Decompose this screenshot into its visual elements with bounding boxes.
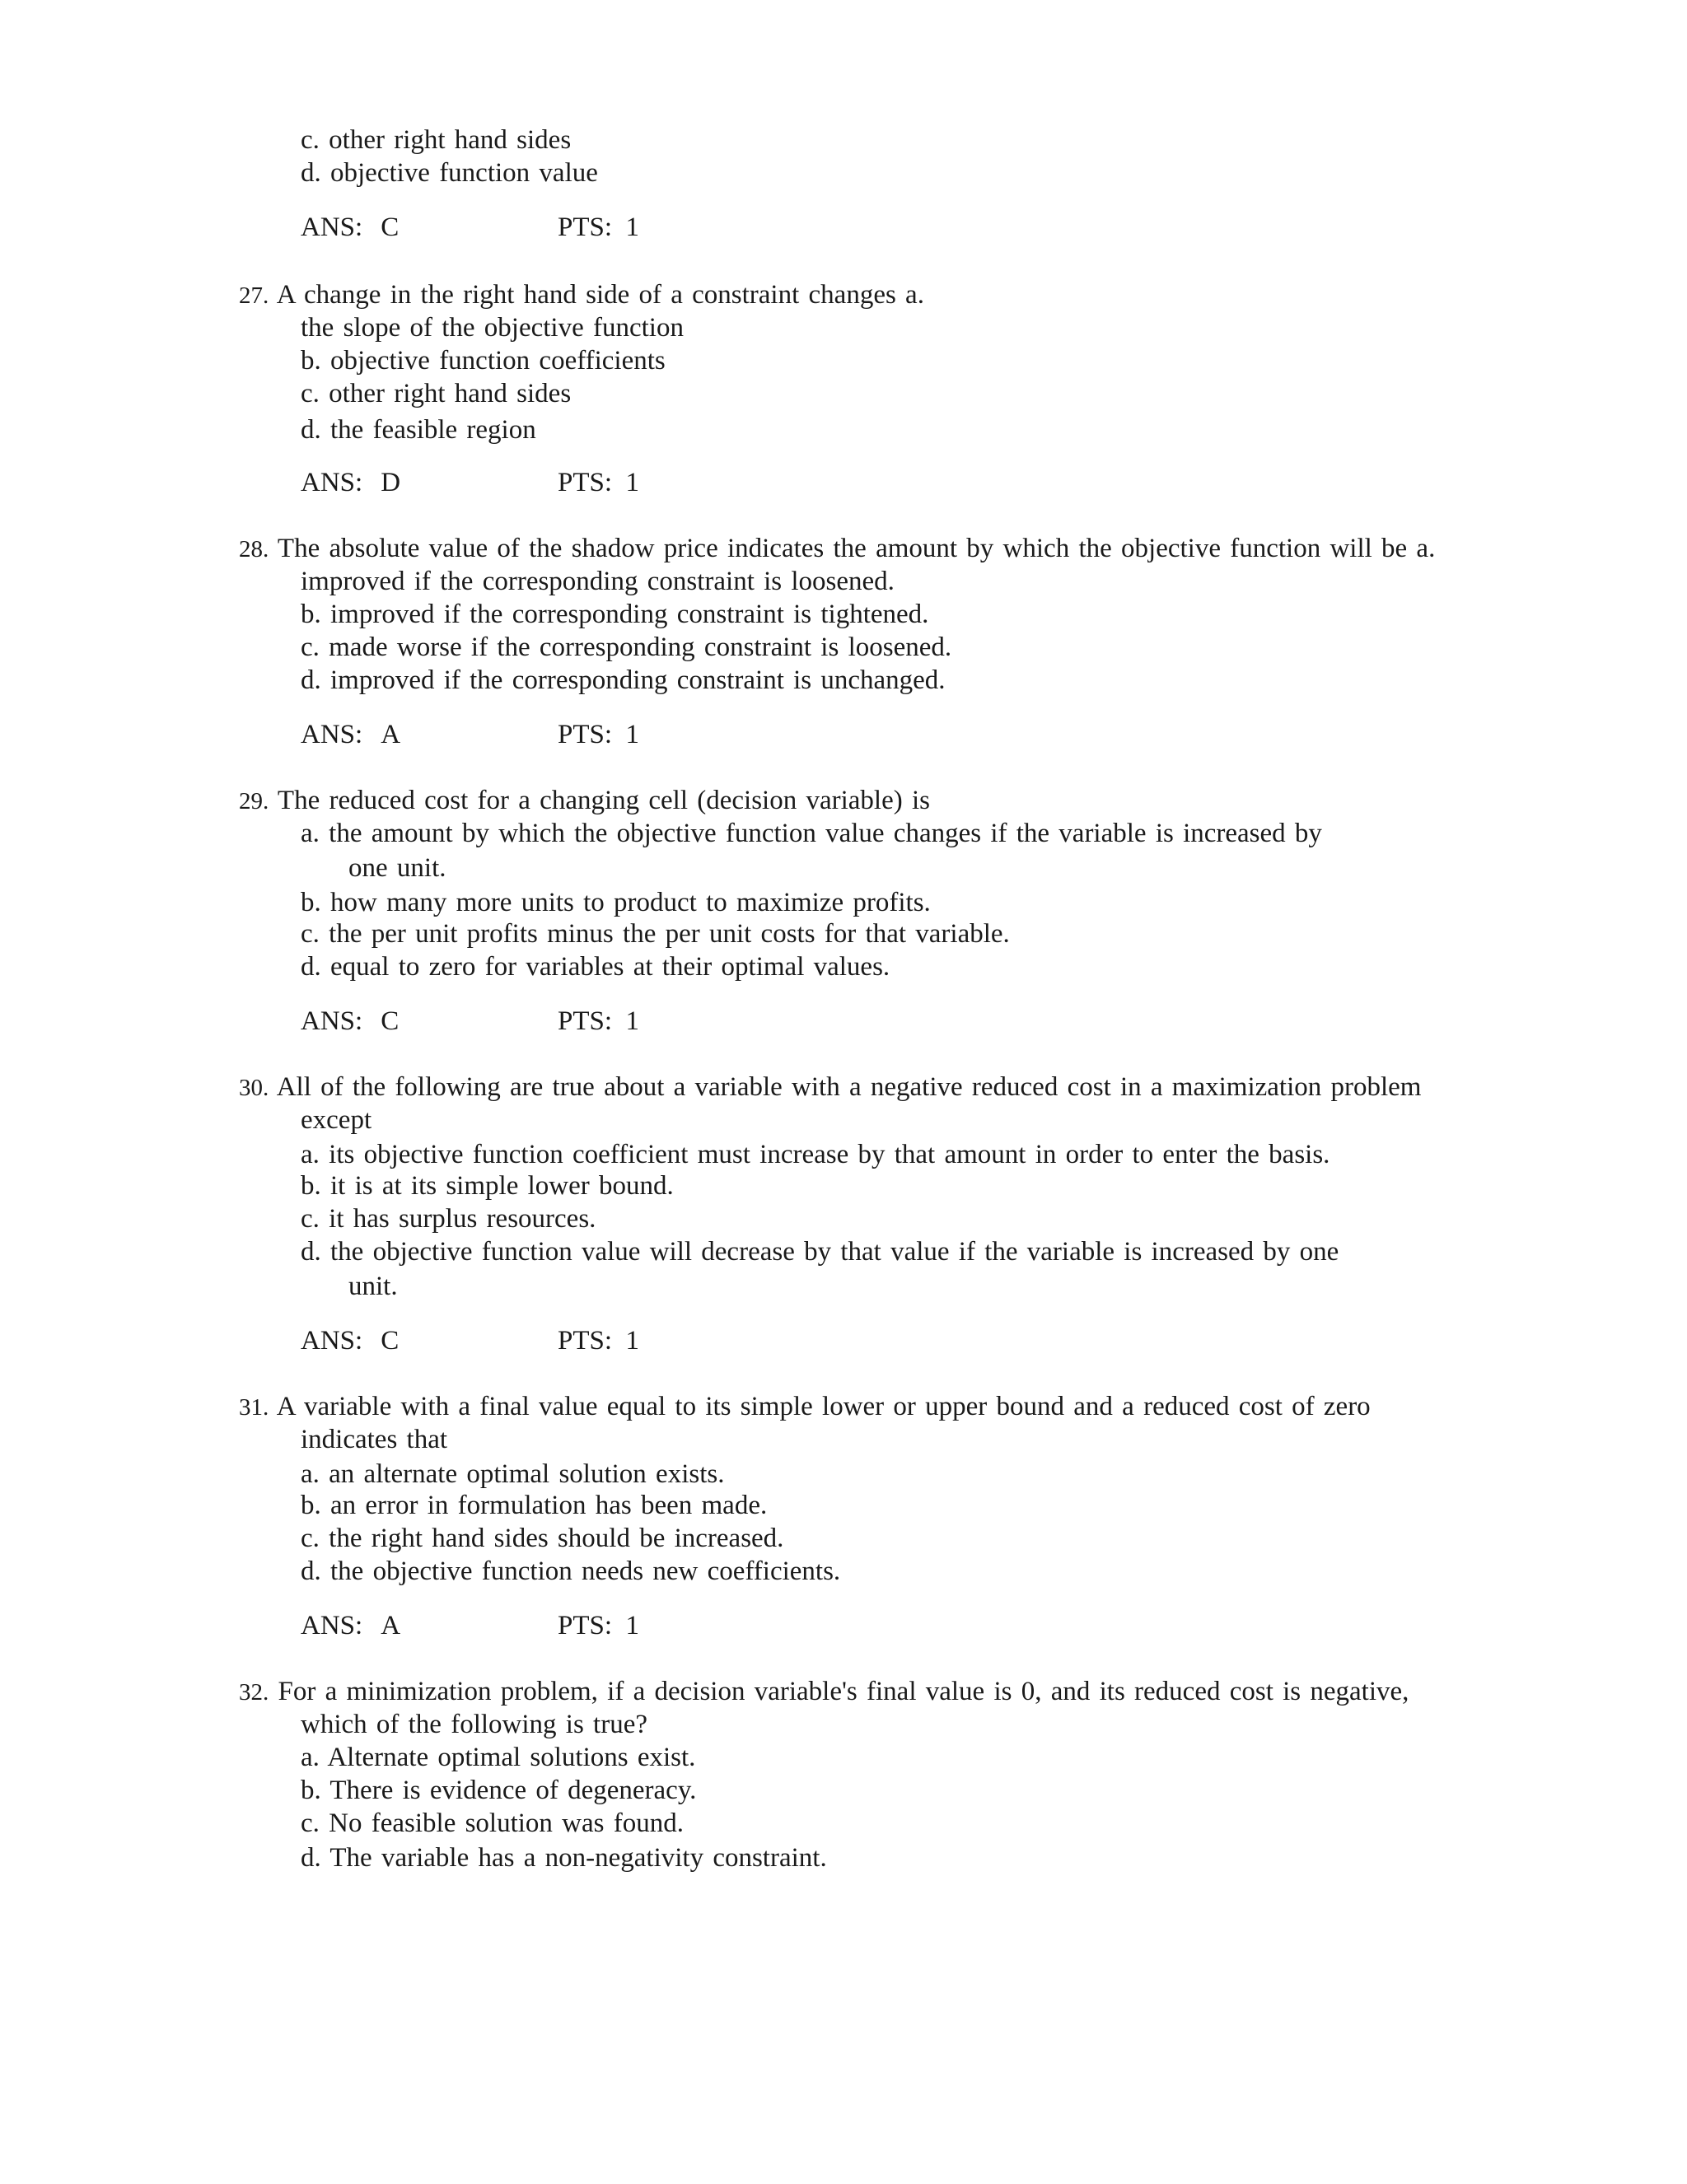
question-number: 27. — [239, 282, 269, 309]
ans-label: ANS: — [301, 1611, 363, 1640]
pts-label: PTS: — [558, 468, 613, 497]
question-number: 29. — [239, 788, 269, 814]
ans-value: C — [381, 1006, 400, 1036]
pts-value: 1 — [625, 212, 640, 242]
q26-option-d: d. objective function value — [301, 158, 598, 188]
ans-label: ANS: — [301, 212, 363, 242]
q30-option-d: d. the objective function value will decrease by that value if the variable is increased by one — [301, 1237, 1339, 1267]
ans-value: A — [381, 1611, 401, 1640]
q29-option-b: b. how many more units to product to maximize profits. — [301, 888, 931, 917]
question-text: All of the following are true about a variable with a negative reduced cost in a maximization problem — [276, 1072, 1422, 1102]
q27-option-d: d. the feasible region — [301, 415, 536, 445]
q32-option-b: b. There is evidence of degeneracy. — [301, 1776, 697, 1805]
q27-option-a: the slope of the objective function — [301, 313, 684, 343]
ans-label: ANS: — [301, 1006, 363, 1036]
q29-option-a-cont: one unit. — [348, 853, 446, 883]
q27-option-c: c. other right hand sides — [301, 379, 572, 408]
question-number: 32. — [239, 1679, 269, 1706]
q32-option-d: d. The variable has a non-negativity constraint. — [301, 1843, 827, 1873]
q27-answer-row — [301, 466, 640, 499]
q30-option-a: a. its objective function coefficient must increase by that amount in order to enter the basis. — [301, 1140, 1330, 1169]
q28-option-d: d. improved if the corresponding constraint is unchanged. — [301, 665, 946, 695]
q30-option-c: c. it has surplus resources. — [301, 1204, 596, 1234]
question-text: The absolute value of the shadow price indicates the amount by which the objective function will be a. — [277, 534, 1436, 563]
q28-answer-row — [301, 718, 640, 751]
pts-value: 1 — [625, 720, 640, 749]
q29-option-a: a. the amount by which the objective function value changes if the variable is increased by — [301, 819, 1322, 848]
q30-stem-cont: except — [301, 1105, 372, 1135]
pts-label: PTS: — [558, 1326, 613, 1356]
question-text: For a minimization problem, if a decision variable's final value is 0, and its reduced cost is negative, — [278, 1677, 1409, 1706]
q27-option-b: b. objective function coefficients — [301, 346, 666, 376]
q30-answer-row — [301, 1324, 640, 1357]
pts-label: PTS: — [558, 1006, 613, 1036]
pts-label: PTS: — [558, 720, 613, 749]
q30-stem — [239, 1071, 1421, 1104]
question-text: A change in the right hand side of a constraint changes a. — [276, 280, 924, 310]
q31-option-d: d. the objective function needs new coefficients. — [301, 1556, 841, 1586]
q31-option-b: b. an error in formulation has been made. — [301, 1491, 768, 1520]
q32-option-a: a. Alternate optimal solutions exist. — [301, 1743, 696, 1772]
ans-label: ANS: — [301, 720, 363, 749]
q26-option-c: c. other right hand sides — [301, 125, 572, 155]
q27-stem — [239, 278, 924, 312]
ans-label: ANS: — [301, 1326, 363, 1356]
q28-option-c: c. made worse if the corresponding constraint is loosened. — [301, 632, 952, 662]
q29-option-d: d. equal to zero for variables at their optimal values. — [301, 952, 890, 982]
pts-value: 1 — [625, 1326, 640, 1356]
q31-option-a: a. an alternate optimal solution exists. — [301, 1459, 725, 1489]
question-text: A variable with a final value equal to its simple lower or upper bound and a reduced cost of zero — [276, 1392, 1371, 1421]
ans-label: ANS: — [301, 468, 363, 497]
q32-option-c: c. No feasible solution was found. — [301, 1808, 684, 1838]
q32-stem-cont: which of the following is true? — [301, 1710, 647, 1739]
ans-value: C — [381, 1326, 400, 1356]
question-number: 31. — [239, 1394, 269, 1421]
q28-stem — [239, 532, 1435, 566]
q31-stem — [239, 1390, 1371, 1424]
question-number: 28. — [239, 536, 269, 562]
pts-value: 1 — [625, 1006, 640, 1036]
ans-value: D — [381, 468, 401, 497]
ans-value: C — [381, 212, 400, 242]
q32-stem — [239, 1675, 1409, 1709]
pts-label: PTS: — [558, 1611, 613, 1640]
question-number: 30. — [239, 1075, 269, 1101]
q29-stem — [239, 784, 930, 818]
ans-value: A — [381, 720, 401, 749]
q30-option-b: b. it is at its simple lower bound. — [301, 1171, 674, 1201]
q31-option-c: c. the right hand sides should be increased. — [301, 1524, 784, 1553]
q28-option-a: improved if the corresponding constraint is loosened. — [301, 567, 895, 596]
pts-value: 1 — [625, 468, 640, 497]
q31-answer-row — [301, 1609, 640, 1642]
q28-option-b: b. improved if the corresponding constraint is tightened. — [301, 600, 929, 629]
pts-value: 1 — [625, 1611, 640, 1640]
pts-label: PTS: — [558, 212, 613, 242]
q31-stem-cont: indicates that — [301, 1425, 448, 1454]
q29-option-c: c. the per unit profits minus the per unit costs for that variable. — [301, 919, 1010, 949]
q26-answer-row — [301, 211, 640, 244]
question-text: The reduced cost for a changing cell (decision variable) is — [277, 786, 930, 815]
q29-answer-row — [301, 1005, 640, 1038]
q30-option-d-cont: unit. — [348, 1272, 398, 1301]
